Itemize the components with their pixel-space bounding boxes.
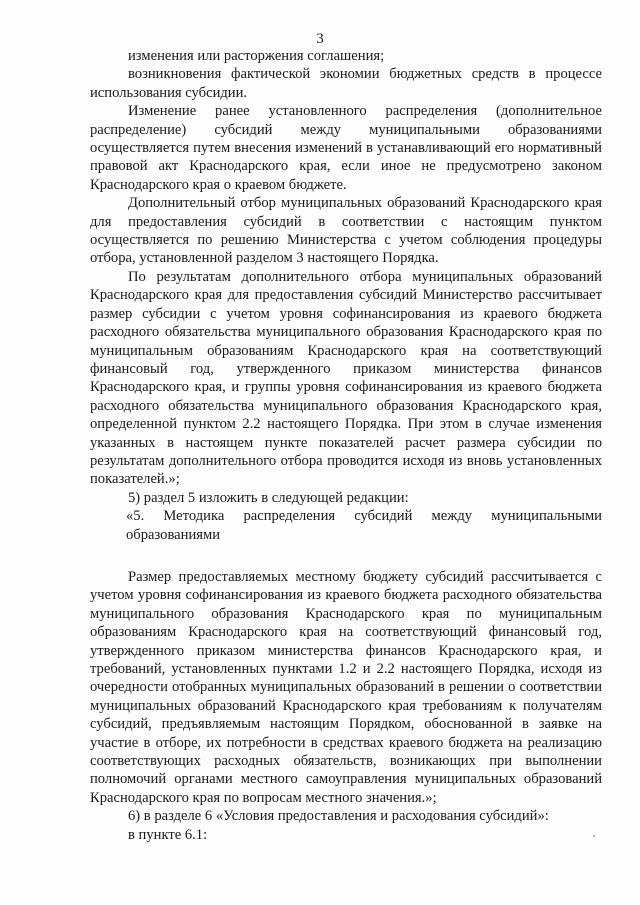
paragraph: 6) в разделе 6 «Условия предоставления и расходования субсидий»:: [128, 808, 549, 825]
paragraph: Дополнительный отбор муниципальных образований Краснодарского края для предоставления субсидий в соответствии с настоящим пунктом осуществляется по решению Министерства с учетом соблюдения процедуры отбора, установленной разделом 3 настоящего Порядка.: [90, 195, 602, 267]
page-number: 3: [316, 31, 324, 47]
document-body: [90, 47, 602, 844]
paragraph: По результатам дополнительного отбора муниципальных образований Краснодарского края для предоставления субсидий Министерство рассчитывает размер субсидии с учетом уровня софинансирования из краевого бюджета расходного обязательства муниципального образования Краснодарского края по муниципальным образованиям Краснодарского края на соответствующий финансовый год, утвержденного приказом министерства финансов Краснодарского края, и группы уровня софинансирования из краевого бюджета расходного обязательства муниципального образования Краснодарского края, определенной пунктом 2.2 настоящего Порядка. При этом в случае изменения указанных в настоящем пункте показателей расчет размера субсидии по результатам дополнительного отбора проводится исходя из вновь установленных показателей.»;: [90, 268, 602, 488]
scan-speck: [593, 835, 595, 837]
paragraph: возникновения фактической экономии бюджетных средств в процессе использования субсидии.: [90, 66, 602, 101]
paragraph: Изменение ранее установленного распределения (дополнительное распределение) субсидий между муниципальными образованиями осуществляется путем внесения изменений в устанавливающий его нормативный правовой акт Краснодарского края, если иное не предусмотрено законом Краснодарского края о краевом бюджете.: [90, 103, 602, 193]
paragraph: Размер предоставляемых местному бюджету субсидий рассчитывается с учетом уровня софинансирования из краевого бюджета расходного обязательства муниципального образования Краснодарского края по муниципальным образованиям Краснодарского края на соответствующий финансовый год, утвержденного приказом министерства финансов Краснодарского края, и требований, установленных пунктами 1.2 и 2.2 настоящего Порядка, исходя из очередности отобранных муниципальных образований в решении о соответствии муниципальных образований Краснодарского края требованиям к получателям субсидий, предъявляемым настоящим Порядком, обоснованной в заявке на участие в отборе, их потребности в средствах краевого бюджета на реализацию соответствующих расходных обязательств, возникающих при выполнении полномочий органами местного самоуправления муниципальных образований Краснодарского края по вопросам местного значения.»;: [90, 568, 602, 806]
paragraph: в пункте 6.1:: [128, 826, 208, 843]
paragraph: 5) раздел 5 изложить в следующей редакции:: [128, 489, 409, 506]
spacer: [90, 544, 602, 568]
section-heading: «5. Методика распределения субсидий между муниципальными образованиями: [126, 508, 602, 543]
paragraph: изменения или расторжения соглашения;: [128, 48, 385, 64]
